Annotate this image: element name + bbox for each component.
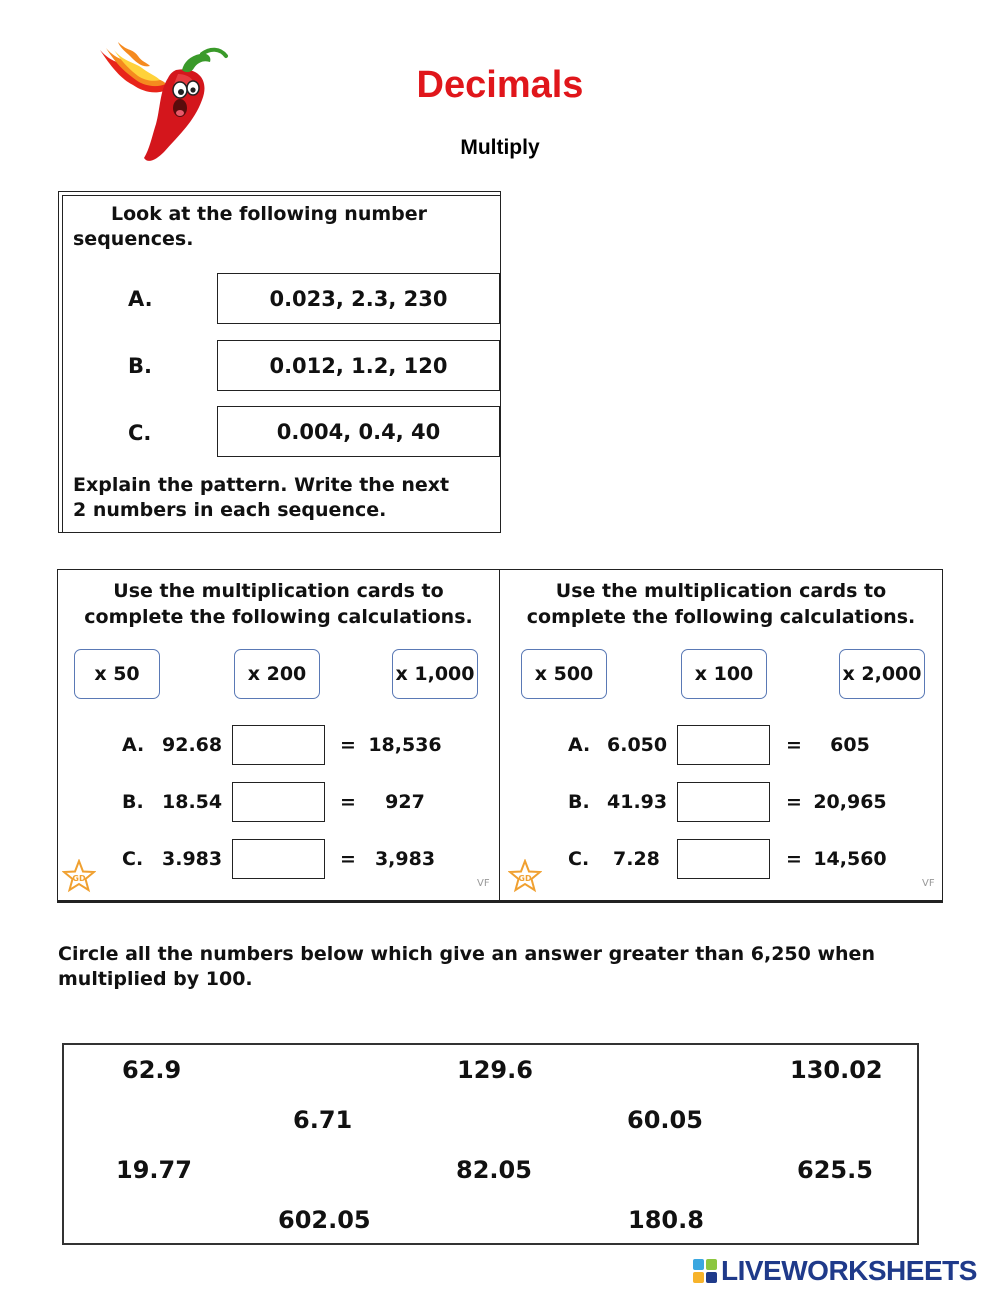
- row-number: 18.54: [162, 791, 223, 813]
- answer-input-b[interactable]: [232, 782, 325, 822]
- number-option[interactable]: 625.5: [797, 1156, 873, 1184]
- page-title: Decimals: [416, 64, 584, 106]
- row-letter: C.: [122, 848, 144, 870]
- star-badge-icon: [62, 859, 96, 893]
- card-x50[interactable]: x 50: [74, 649, 160, 699]
- card-x500[interactable]: x 500: [521, 649, 607, 699]
- corner-mark: VF: [477, 878, 490, 889]
- number-grid: [62, 1043, 919, 1245]
- row-number: 6.050: [607, 734, 668, 756]
- star-badge-icon: [508, 859, 542, 893]
- sequence-value-b: 0.012, 1.2, 120: [217, 340, 500, 391]
- row-result: 927: [385, 791, 425, 813]
- equals-sign: =: [340, 848, 356, 870]
- number-option[interactable]: 602.05: [278, 1206, 371, 1234]
- badge-label: GD: [518, 874, 532, 883]
- page-subtitle: Multiply: [460, 136, 540, 159]
- row-result: 20,965: [813, 791, 887, 813]
- sequence-task: Explain the pattern. Write the next 2 numbers in each sequence.: [73, 474, 450, 521]
- number-option[interactable]: 19.77: [116, 1156, 192, 1184]
- row-result: 14,560: [813, 848, 887, 870]
- sequence-value-c: 0.004, 0.4, 40: [217, 406, 500, 457]
- card-x2000[interactable]: x 2,000: [839, 649, 925, 699]
- answer-input-a[interactable]: [677, 725, 770, 765]
- number-option[interactable]: 60.05: [627, 1106, 703, 1134]
- answer-input-b[interactable]: [677, 782, 770, 822]
- liveworksheets-logo: [692, 1254, 977, 1288]
- equals-sign: =: [340, 791, 356, 813]
- circle-question: Circle all the numbers below which give an answer greater than 6,250 when multiplied by 100.: [58, 943, 875, 990]
- answer-input-c[interactable]: [677, 839, 770, 879]
- equals-sign: =: [340, 734, 356, 756]
- sequence-letter-c: C.: [128, 421, 152, 445]
- card-x200[interactable]: x 200: [234, 649, 320, 699]
- multiplication-panel-left: [58, 570, 500, 900]
- number-option[interactable]: 6.71: [293, 1106, 353, 1134]
- panel-instruction: Use the multiplication cards to complete the following calculations.: [526, 580, 916, 628]
- row-number: 7.28: [613, 848, 660, 870]
- brand-name: LIVEWORKSHEETS: [721, 1255, 977, 1286]
- row-result: 18,536: [368, 734, 442, 756]
- multiplication-panel-right: [500, 570, 942, 900]
- equals-sign: =: [786, 848, 802, 870]
- sequence-intro: Look at the following number sequences.: [73, 203, 428, 250]
- number-option[interactable]: 129.6: [457, 1056, 533, 1084]
- card-x1000[interactable]: x 1,000: [392, 649, 478, 699]
- number-option[interactable]: 180.8: [628, 1206, 704, 1234]
- sequence-value-a: 0.023, 2.3, 230: [217, 273, 500, 324]
- row-number: 3.983: [162, 848, 223, 870]
- row-letter: A.: [122, 734, 145, 756]
- answer-input-a[interactable]: [232, 725, 325, 765]
- card-x100[interactable]: x 100: [681, 649, 767, 699]
- multiplication-panels: [57, 569, 943, 903]
- row-result: 3,983: [374, 848, 436, 870]
- row-result: 605: [830, 734, 870, 756]
- row-letter: B.: [122, 791, 144, 813]
- liveworksheets-logo-icon: [692, 1258, 718, 1284]
- row-number: 41.93: [607, 791, 668, 813]
- sequence-letter-a: A.: [128, 287, 153, 311]
- answer-input-c[interactable]: [232, 839, 325, 879]
- number-option[interactable]: 62.9: [122, 1056, 182, 1084]
- panel-instruction: Use the multiplication cards to complete the following calculations.: [84, 580, 473, 628]
- row-number: 92.68: [162, 734, 223, 756]
- equals-sign: =: [786, 791, 802, 813]
- row-letter: B.: [568, 791, 590, 813]
- equals-sign: =: [786, 734, 802, 756]
- sequence-question-box: [58, 191, 501, 533]
- row-letter: A.: [568, 734, 591, 756]
- badge-label: GD: [72, 874, 86, 883]
- corner-mark: VF: [922, 878, 935, 889]
- sequence-letter-b: B.: [128, 354, 152, 378]
- number-option[interactable]: 130.02: [790, 1056, 883, 1084]
- number-option[interactable]: 82.05: [456, 1156, 532, 1184]
- row-letter: C.: [568, 848, 590, 870]
